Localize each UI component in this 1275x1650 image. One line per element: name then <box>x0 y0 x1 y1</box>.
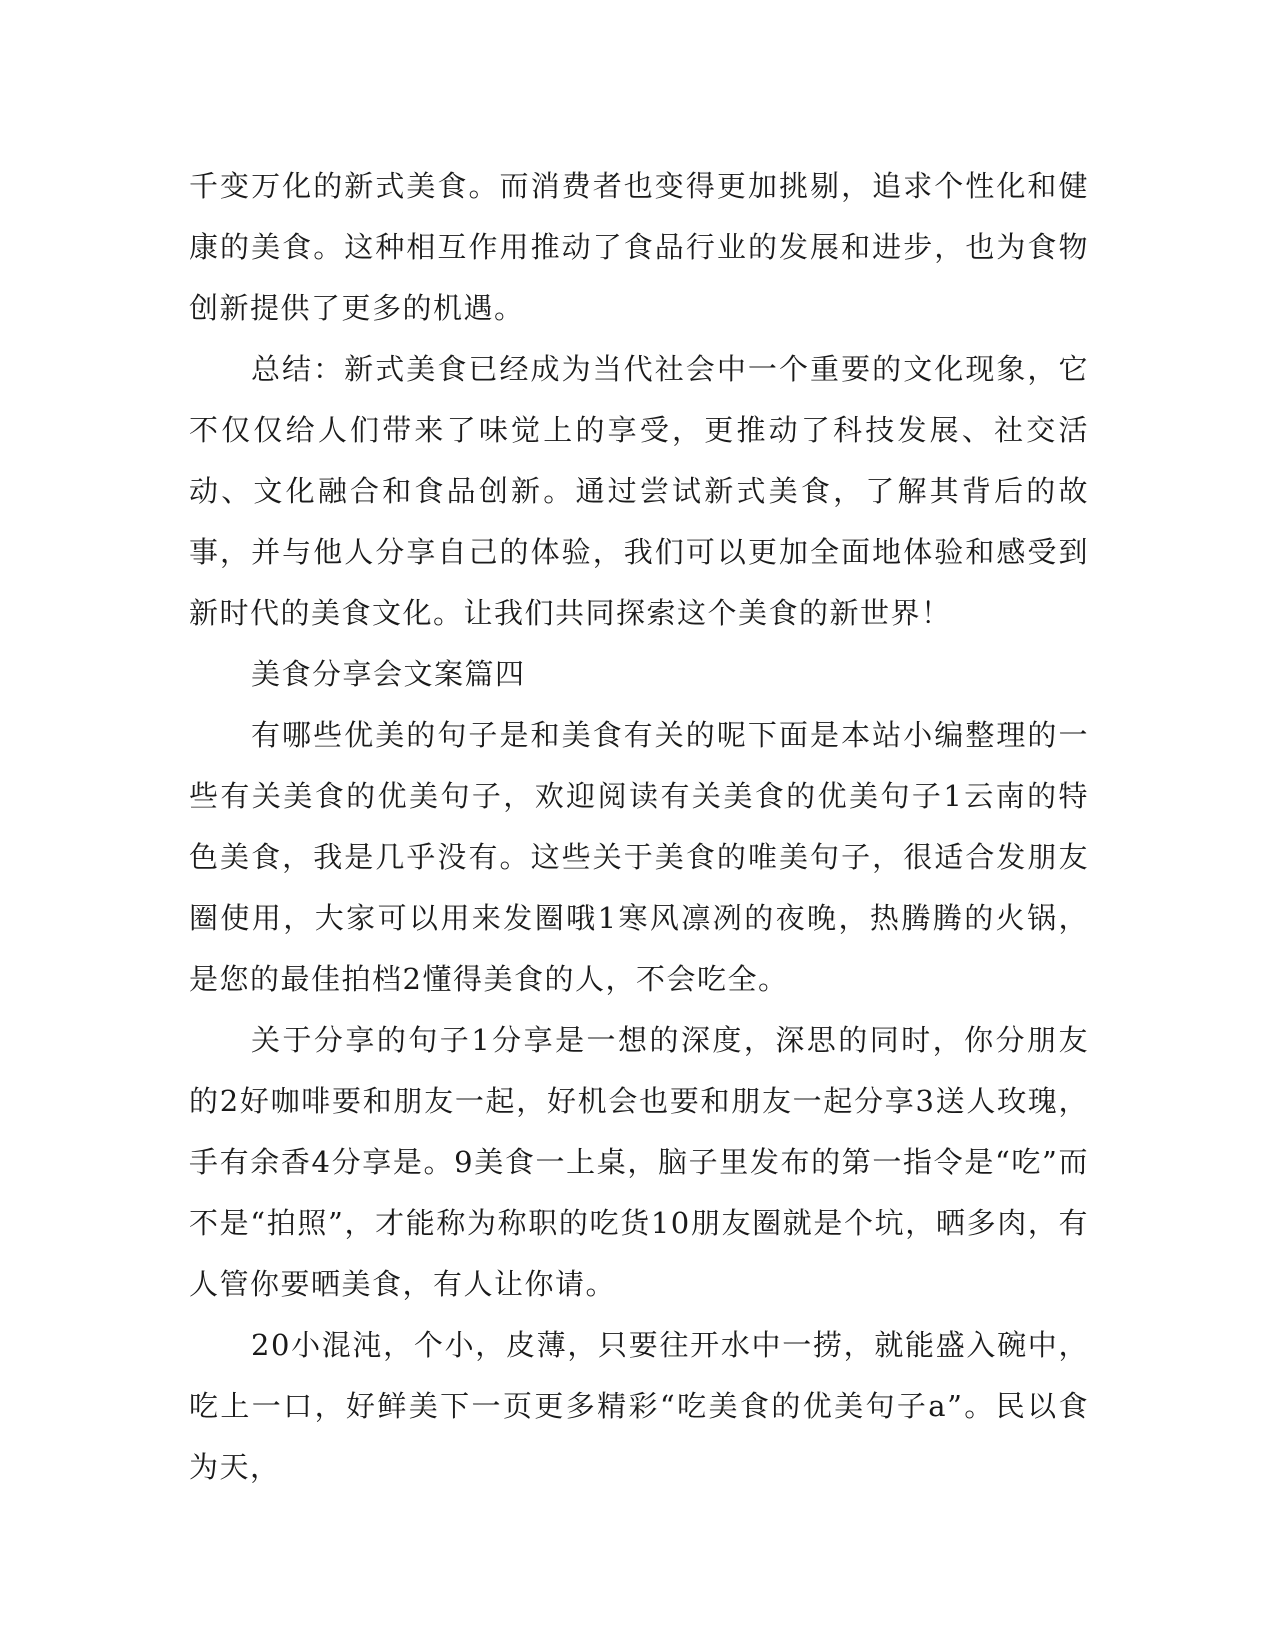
section-heading: 美食分享会文案篇四 <box>251 657 526 691</box>
paragraph-food-sentences: 有哪些优美的句子是和美食有关的呢下面是本站小编整理的一些有关美食的优美句子，欢迎阅读有关美食的优美句子1云南的特色美食，我是几乎没有。这些关于美食的唯美句子，很适合发朋友圈使用，大家可以用来发圈哦1寒风凛冽的夜晚，热腾腾的火锅，是您的最佳拍档2懂得美食的人，不会吃全。 <box>189 718 1089 996</box>
document-body <box>189 156 1089 1498</box>
paragraph-wonton: 20小混沌，个小，皮薄，只要往开水中一捞，就能盛入碗中，吃上一口，好鲜美下一页更多精彩“吃美食的优美句子a”。民以食为天， <box>189 1328 1089 1484</box>
paragraph-summary: 总结：新式美食已经成为当代社会中一个重要的文化现象，它不仅仅给人们带来了味觉上的享受，更推动了科技发展、社交活动、文化融合和食品创新。通过尝试新式美食，了解其背后的故事，并与他人分享自己的体验，我们可以更加全面地体验和感受到新时代的美食文化。让我们共同探索这个美食的新世界！ <box>189 352 1089 630</box>
paragraph-sharing-sentences: 关于分享的句子1分享是一想的深度，深思的同时，你分朋友的2好咖啡要和朋友一起，好机会也要和朋友一起分享3送人玫瑰，手有余香4分享是。9美食一上桌，脑子里发布的第一指令是“吃”而不是“拍照”，才能称为称职的吃货10朋友圈就是个坑，晒多肉，有人管你要晒美食，有人让你请。 <box>189 1023 1089 1301</box>
paragraph-continuation: 千变万化的新式美食。而消费者也变得更加挑剔，追求个性化和健康的美食。这种相互作用推动了食品行业的发展和进步，也为食物创新提供了更多的机遇。 <box>189 169 1089 325</box>
